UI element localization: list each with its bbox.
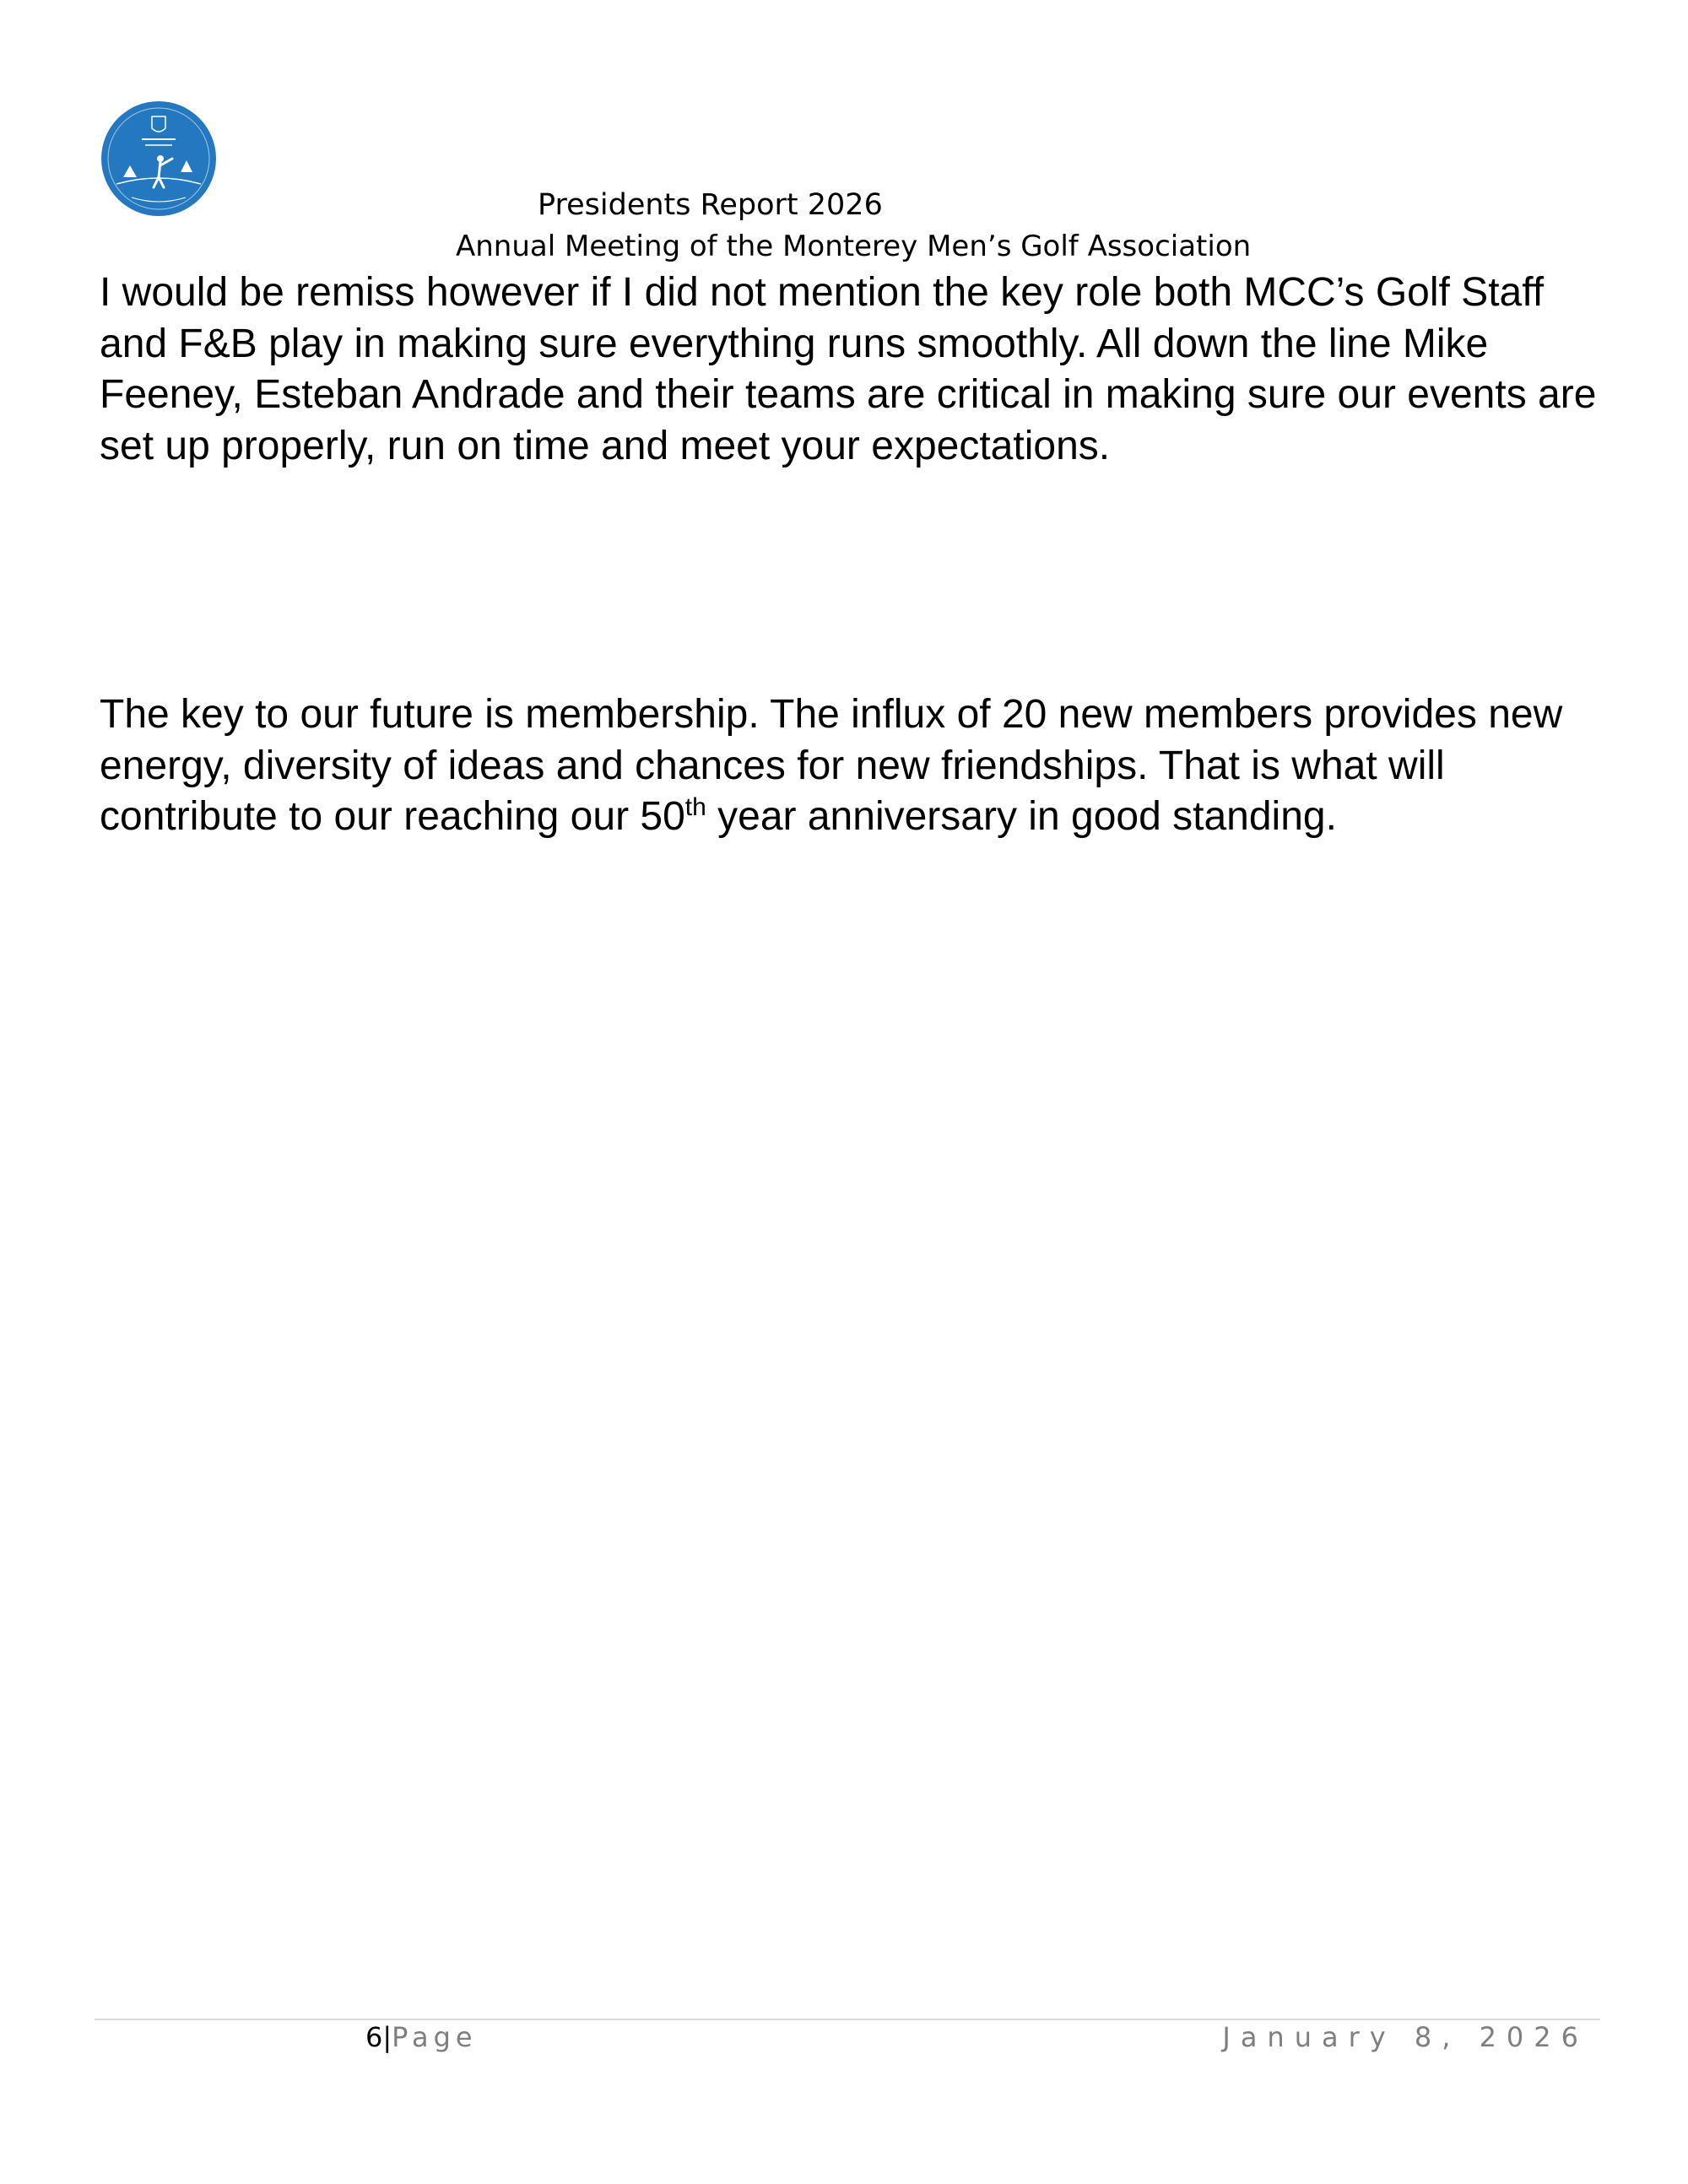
paragraph-text-start: The key to our future is membership. The influx of 20 new members provides new energy, diversity of ideas and chances for new friendships. That is what will contribute to our reaching our 50 <box>100 692 1563 839</box>
page-separator: | <box>382 2021 392 2053</box>
page-label: Page <box>392 2021 478 2053</box>
page-header-subtitle: Annual Meeting of the Monterey Men’s Golf Association <box>456 230 1252 263</box>
body-paragraph-staff-thanks: I would be remiss however if I did not mention the key role both MCC’s Golf Staff and F&B play in making sure everything runs smoothly. All down the line Mike Feeney, Esteban Andrade and their teams are critical in making sure our events are set up properly, run on time and meet your expectations. <box>100 270 1597 468</box>
body-paragraph-membership <box>100 689 1602 843</box>
club-logo-icon <box>100 100 218 218</box>
footer-page-number <box>365 2020 478 2054</box>
page-number: 6 <box>365 2021 383 2053</box>
footer-date: January 8, 2026 <box>1222 2021 1588 2053</box>
paragraph-text-end: year anniversary in good standing. <box>706 794 1337 839</box>
page-header-title: Presidents Report 2026 <box>538 188 883 222</box>
ordinal-suffix: th <box>684 793 706 821</box>
